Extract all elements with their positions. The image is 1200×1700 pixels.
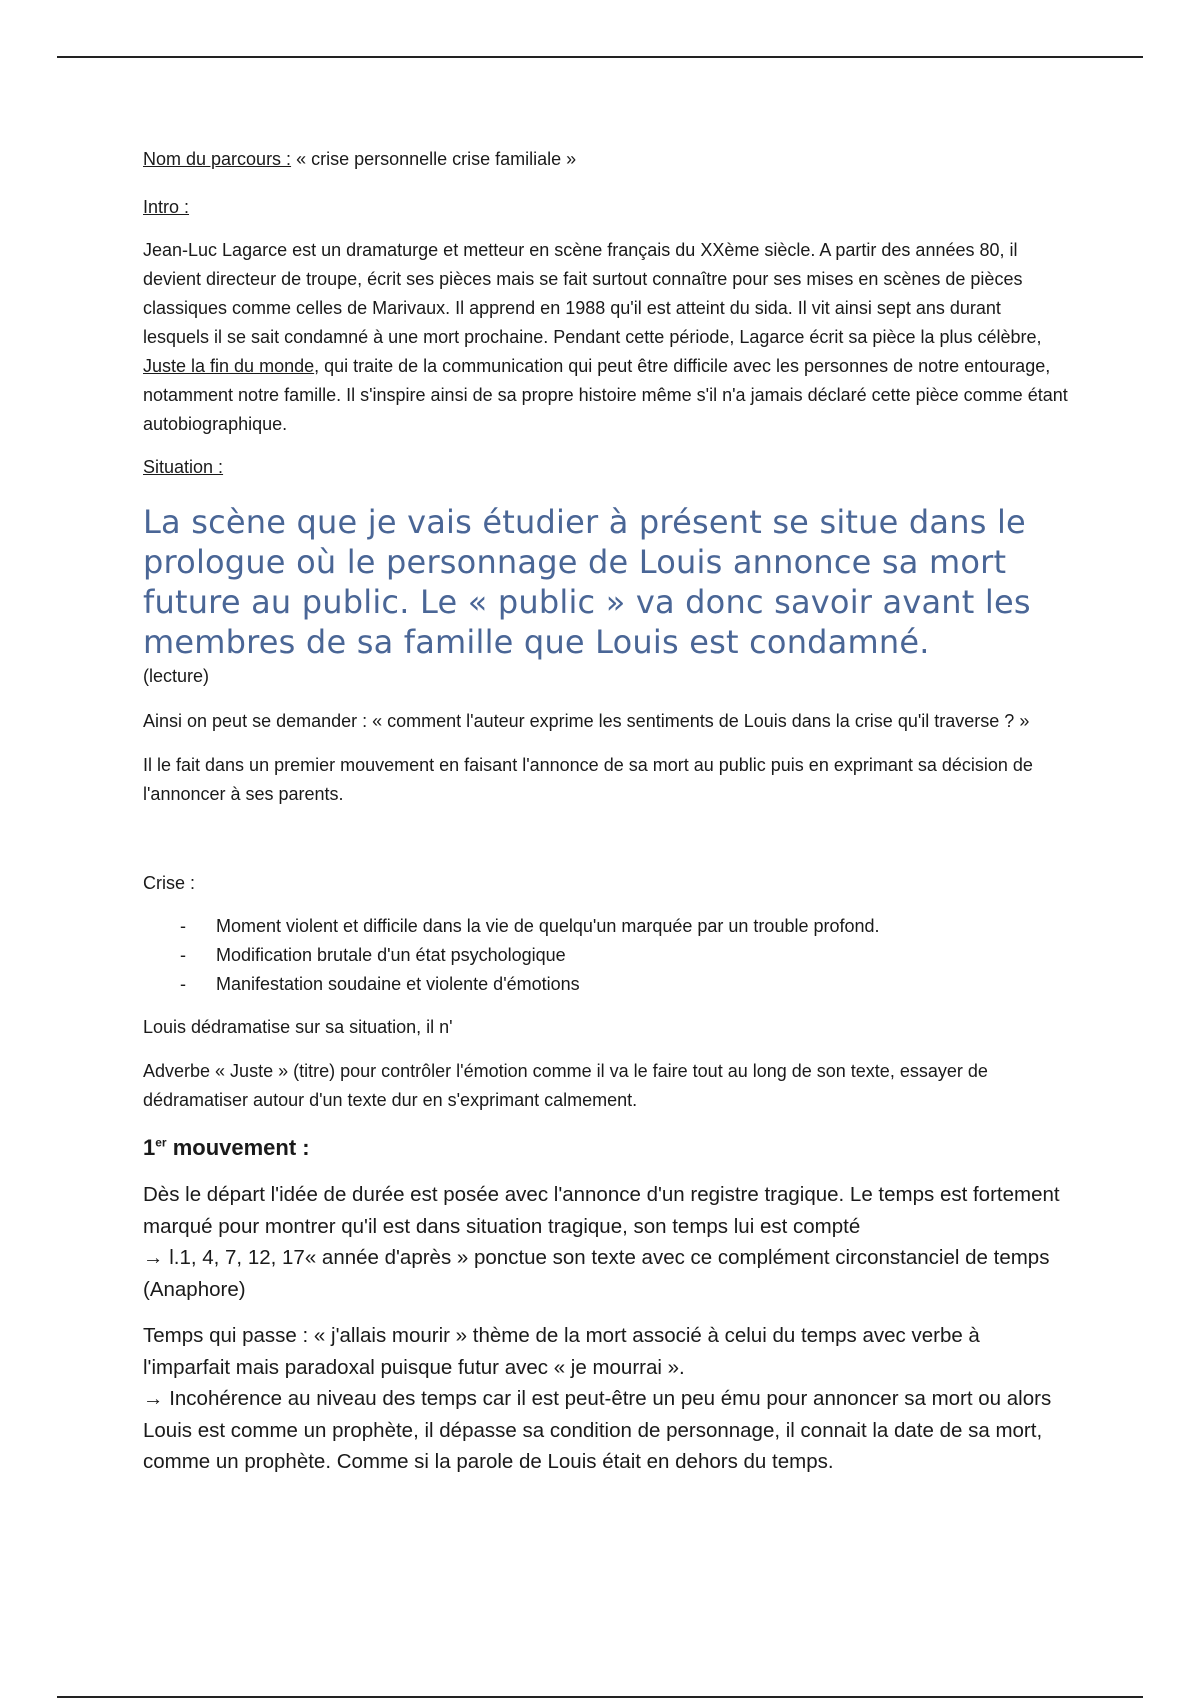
list-item: - Manifestation soudaine et violente d'émotions — [143, 970, 1068, 999]
document-body — [143, 145, 1068, 1478]
arrow-paragraph: → l.1, 4, 7, 12, 17« année d'après » ponctue son texte avec ce complément circonstanciel de temps (Anaphore) — [143, 1246, 1050, 1301]
intro-paragraph — [143, 236, 1068, 439]
paragraph-text: Dès le départ l'idée de durée est posée avec l'annonce d'un registre tragique. Le temps est fortement marqué pour montrer qu'il est dans situation tragique, son temps lui est compté — [143, 1183, 1060, 1238]
play-title: Juste la fin du monde — [143, 356, 315, 376]
parcours-title: « crise personnelle crise familiale » — [291, 149, 577, 169]
intro-text-after: , qui traite de la communication qui peut être difficile avec les personnes de notre entourage, notamment notre famille. Il s'inspire ainsi de sa propre histoire même s'il n'a jamais déclaré cette pièce comme étant autobiographique. — [143, 356, 1068, 434]
intro-text-before: Jean-Luc Lagarce est un dramaturge et metteur en scène français du XXème siècle. A partir des années 80, il devient directeur de troupe, écrit ses pièces mais se fait surtout connaître pour ses mises en scènes de pièces classiques comme celles de Marivaux. Il apprend en 1988 qu'il est atteint du sida. Il vit ainsi sept ans durant lesquels il se sait condamné à une mort prochaine. Pendant cette période, Lagarce écrit sa pièce la plus célèbre, — [143, 240, 1042, 347]
problematique: Ainsi on peut se demander : « comment l'auteur exprime les sentiments de Louis dans la crise qu'il traverse ? » — [143, 711, 1030, 731]
adverbe-paragraph: Adverbe « Juste » (titre) pour contrôler l'émotion comme il va le faire tout au long de son texte, essayer de dédramatiser autour d'un texte dur en s'exprimant calmement. — [143, 1061, 988, 1110]
crise-label: Crise : — [143, 873, 196, 893]
lecture-note: (lecture) — [143, 666, 210, 686]
mouvement-1-paragraph-2 — [143, 1320, 1068, 1478]
louis-line: Louis dédramatise sur sa situation, il n' — [143, 1017, 453, 1037]
mouvement-heading-ordinal: er — [155, 1135, 167, 1150]
mouvement-heading-number: 1 — [143, 1135, 156, 1160]
parcours-label: Nom du parcours : — [143, 149, 292, 169]
mouvement-heading-text: mouvement : — [166, 1135, 310, 1160]
list-item: - Modification brutale d'un état psychologique — [143, 941, 1068, 970]
mouvements-annonce: Il le fait dans un premier mouvement en faisant l'annonce de sa mort au public puis en exprimant sa décision de l'annoncer à ses parents. — [143, 755, 1033, 804]
header-rule — [57, 56, 1143, 58]
footer-rule — [57, 1696, 1143, 1698]
parcours-line — [143, 145, 1068, 174]
paragraph-text: Temps qui passe : « j'allais mourir » thème de la mort associé à celui du temps avec verbe à l'imparfait mais paradoxal puisque futur avec « je mourrai ». — [143, 1324, 980, 1379]
situation-heading: Situation : — [143, 457, 224, 477]
mouvement-1-heading — [143, 1133, 1068, 1163]
mouvement-1-paragraph-1 — [143, 1179, 1068, 1305]
list-item: - Moment violent et difficile dans la vie de quelqu'un marquée par un trouble profond. — [143, 912, 1068, 941]
situation-text: La scène que je vais étudier à présent se situe dans le prologue où le personnage de Louis annonce sa mort future au public. Le « public » va donc savoir avant les membres de sa famille que Louis est condamné. — [143, 503, 1031, 661]
crise-definition-list — [143, 912, 1068, 999]
intro-heading: Intro : — [143, 197, 190, 217]
arrow-paragraph: → Incohérence au niveau des temps car il est peut-être un peu ému pour annoncer sa mort ou alors Louis est comme un prophète, il dépasse sa condition de personnage, il connait la date de sa mort, comme un prophète. Comme si la parole de Louis était en dehors du temps. — [143, 1387, 1052, 1473]
